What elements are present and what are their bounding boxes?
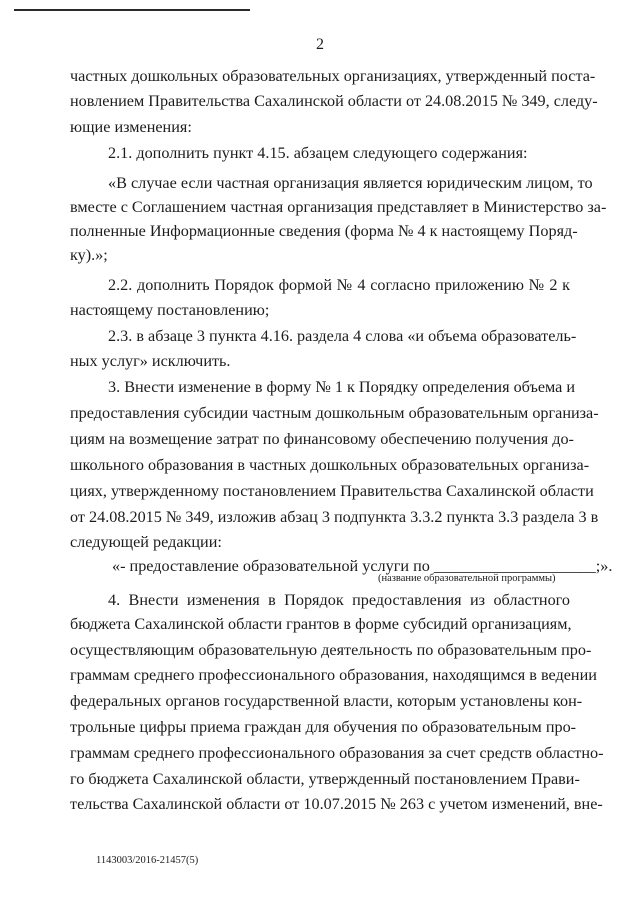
text-line: го бюджета Сахалинской области, утвержденный постановлением Прави- (70, 770, 580, 788)
text-line: настоящему постановлению; (70, 301, 270, 319)
text-line: «В случае если частная организация является юридическим лицом, то (108, 174, 593, 192)
document-code: 1143003/2016-21457(5) (96, 855, 199, 866)
text-line: ных услуг» исключить. (70, 352, 231, 370)
text-line: ющие изменения: (70, 118, 192, 136)
text-line: «- предоставление образовательной услуги по ____________________;». (112, 557, 613, 575)
text-line: осуществляющим образовательную деятельность по образовательным про- (70, 641, 592, 659)
text-line: 3. Внести изменение в форму № 1 к Порядку определения объема и (108, 378, 576, 396)
text-line: тельства Сахалинской области от 10.07.2015 № 263 с учетом изменений, вне- (70, 795, 603, 813)
text-line: ку).»; (70, 246, 108, 264)
text-line: школьного образования в частных дошкольных образовательных организа- (70, 456, 590, 474)
text-line: следующей редакции: (70, 533, 222, 551)
field-caption: (название образовательной программы) (378, 573, 556, 584)
text-line: полненные Информационные сведения (форма № 4 к настоящему Поряд- (70, 222, 578, 240)
text-line: вместе с Соглашением частная организация представляет в Министерство за- (70, 198, 607, 216)
text-line: федеральных органов государственной власти, которым установлены кон- (70, 692, 583, 710)
text-line: циях, утвержденному постановлением Правительства Сахалинской области (70, 482, 594, 500)
page-number: 2 (316, 36, 324, 53)
top-rule (14, 9, 250, 11)
text-line: 2.3. в абзаце 3 пункта 4.16. раздела 4 слова «и объема образователь- (108, 327, 577, 345)
text-line: новлением Правительства Сахалинской области от 24.08.2015 № 349, следу- (70, 92, 598, 110)
text-line: циям на возмещение затрат по финансовому обеспечению получения до- (70, 430, 574, 448)
text-line: граммам среднего профессионального образования за счет средств областно- (70, 744, 604, 762)
text-line: бюджета Сахалинской области грантов в форме субсидий организациям, (70, 615, 572, 633)
text-line: граммам среднего профессионального образования, находящимся в ведении (70, 666, 597, 684)
text-line: 4. Внести изменения в Порядок предоставления из областного (108, 591, 570, 609)
text-line: 2.1. дополнить пункт 4.15. абзацем следующего содержания: (108, 144, 528, 162)
text-line: 2.2. дополнить Порядок формой № 4 согласно приложению № 2 к (108, 276, 570, 294)
text-line: предоставления субсидии частным дошкольным образовательным организа- (70, 404, 599, 422)
text-line: от 24.08.2015 № 349, изложив абзац 3 подпункта 3.3.2 пункта 3.3 раздела 3 в (70, 508, 599, 526)
text-line: частных дошкольных образовательных организациях, утвержденный поста- (70, 67, 596, 85)
text-line: трольные цифры приема граждан для обучения по образовательным про- (70, 718, 577, 736)
